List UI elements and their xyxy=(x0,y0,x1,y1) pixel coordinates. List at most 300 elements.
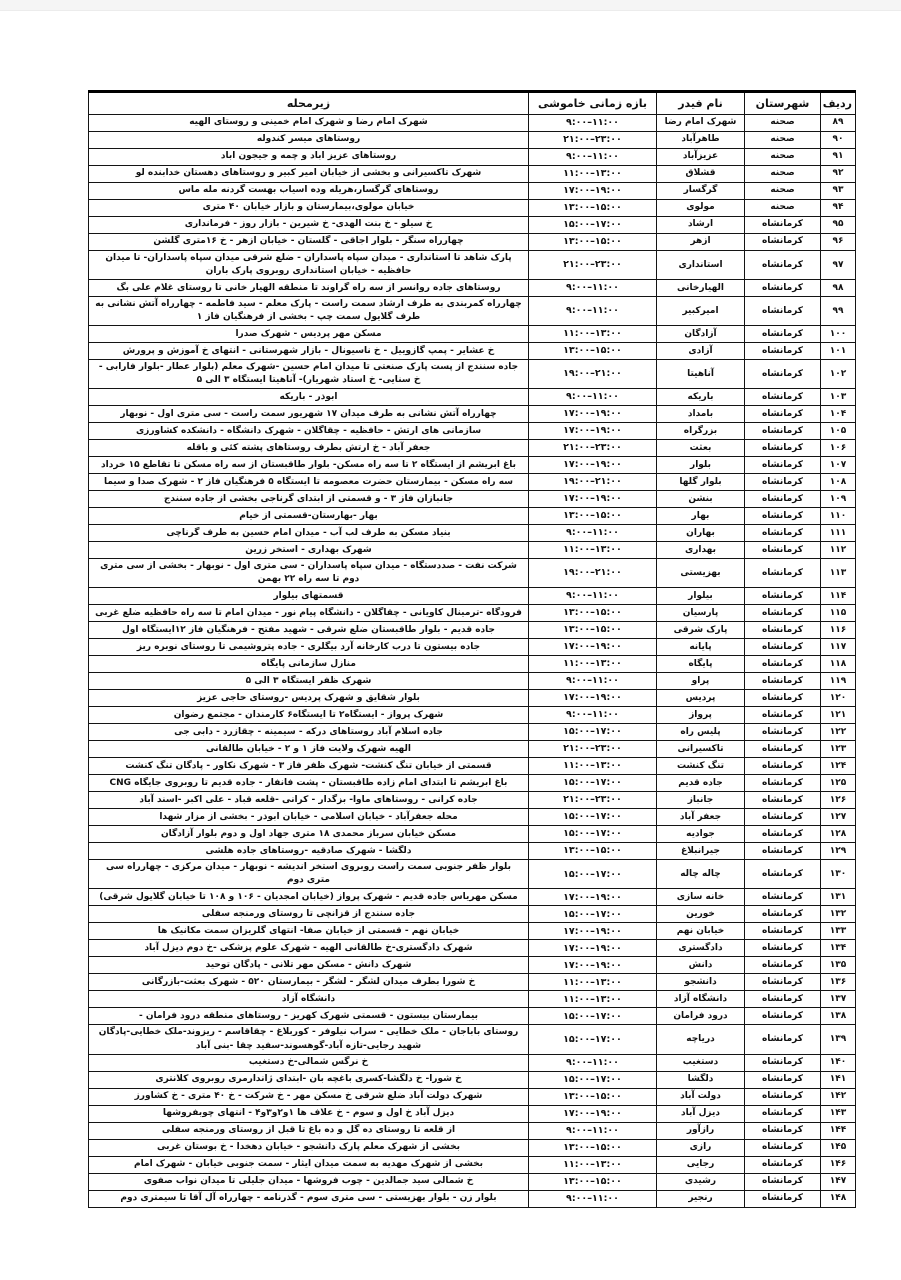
cell-county: کرمانشاه xyxy=(745,343,821,360)
cell-area: روستاهای گرگسار،هریله وده اسیاب بهست گردنه مله ماس xyxy=(89,183,529,200)
cell-area: بهار -بهارستان-قسمتی از خیام xyxy=(89,508,529,525)
cell-feeder: قشلاق xyxy=(657,166,745,183)
cell-feeder: جیرانبلاغ xyxy=(657,843,745,860)
cell-row: ۱۴۱ xyxy=(821,1071,856,1088)
table-row xyxy=(89,360,856,389)
cell-feeder: چاله چاله xyxy=(657,860,745,889)
cell-feeder: بامداد xyxy=(657,406,745,423)
table-row xyxy=(89,457,856,474)
cell-county: کرمانشاه xyxy=(745,974,821,991)
cell-county: کرمانشاه xyxy=(745,860,821,889)
cell-time: ۱۹:۰۰–۲۱:۰۰ xyxy=(529,360,657,389)
cell-county: کرمانشاه xyxy=(745,809,821,826)
cell-area: محله جعفرآباد - خیابان اسلامی - خیابان ابوذر - بخشی از مزار شهدا xyxy=(89,809,529,826)
cell-feeder: آناهیتا xyxy=(657,360,745,389)
cell-row: ۱۳۹ xyxy=(821,1025,856,1054)
cell-county: کرمانشاه xyxy=(745,1105,821,1122)
cell-feeder: تنگ کنشت xyxy=(657,758,745,775)
table-row xyxy=(89,542,856,559)
cell-county: کرمانشاه xyxy=(745,251,821,280)
header-row xyxy=(89,92,856,115)
cell-area: بلوار شقایق و شهرک پردیس -روستای حاجی عزیز xyxy=(89,690,529,707)
cell-county: کرمانشاه xyxy=(745,923,821,940)
cell-row: ۱۲۴ xyxy=(821,758,856,775)
table-row xyxy=(89,792,856,809)
cell-county: کرمانشاه xyxy=(745,741,821,758)
cell-feeder: دریاچه xyxy=(657,1025,745,1054)
cell-area: ابوذر - باریکه xyxy=(89,389,529,406)
cell-row: ۱۲۳ xyxy=(821,741,856,758)
table-row xyxy=(89,889,856,906)
cell-time: ۹:۰۰–۱۱:۰۰ xyxy=(529,707,657,724)
cell-county: کرمانشاه xyxy=(745,360,821,389)
cell-row: ۱۳۸ xyxy=(821,1008,856,1025)
cell-feeder: تاکسیرانی xyxy=(657,741,745,758)
cell-feeder: رازآور xyxy=(657,1122,745,1139)
cell-area: خ شورا- خ دلگشا-کسری باغچه بان -ابتدای ژاندارمری روبروی کلانتری xyxy=(89,1071,529,1088)
cell-county: کرمانشاه xyxy=(745,280,821,297)
cell-feeder: بهاران xyxy=(657,525,745,542)
cell-time: ۱۷:۰۰–۱۹:۰۰ xyxy=(529,923,657,940)
cell-area: جاده کرانی - روستاهای ماوا- بزگدار - کرانی -قلعه قباد - علی اکبر -اسند آباد xyxy=(89,792,529,809)
table-row xyxy=(89,826,856,843)
cell-row: ۱۴۸ xyxy=(821,1190,856,1207)
table-row xyxy=(89,758,856,775)
table-row xyxy=(89,991,856,1008)
cell-area: جاده اسلام آباد روستاهای درکه - سیمینه - چقازرد - دابی جی xyxy=(89,724,529,741)
table-row xyxy=(89,940,856,957)
cell-county: کرمانشاه xyxy=(745,906,821,923)
cell-time: ۲۱:۰۰–۲۳:۰۰ xyxy=(529,792,657,809)
cell-county: کرمانشاه xyxy=(745,605,821,622)
cell-county: کرمانشاه xyxy=(745,889,821,906)
cell-area: مسکن مهر پردیس - شهرک صدرا xyxy=(89,326,529,343)
cell-row: ۸۹ xyxy=(821,115,856,132)
cell-area: روستاهای میسر کندوله xyxy=(89,132,529,149)
table-row xyxy=(89,724,856,741)
table-row xyxy=(89,1122,856,1139)
cell-row: ۱۱۱ xyxy=(821,525,856,542)
cell-county: صحنه xyxy=(745,149,821,166)
cell-row: ۱۳۶ xyxy=(821,974,856,991)
table-row xyxy=(89,491,856,508)
cell-time: ۱۷:۰۰–۱۹:۰۰ xyxy=(529,457,657,474)
cell-time: ۱۳:۰۰–۱۵:۰۰ xyxy=(529,1173,657,1190)
cell-time: ۱۷:۰۰–۱۹:۰۰ xyxy=(529,491,657,508)
cell-area: جاده قدیم - بلوار طاقبستان ضلع شرقی - شهید مفتح - فرهنگیان فاز ۱۲ایستگاه اول xyxy=(89,622,529,639)
cell-county: کرمانشاه xyxy=(745,826,821,843)
cell-time: ۱۵:۰۰–۱۷:۰۰ xyxy=(529,826,657,843)
cell-area: باغ ابریشم از ایستگاه ۲ تا سه راه مسکن- بلوار طاقبستان از سه راه مسکن تا تقاطع ۱۵ خرداد xyxy=(89,457,529,474)
cell-time: ۱۱:۰۰–۱۳:۰۰ xyxy=(529,542,657,559)
table-row xyxy=(89,1008,856,1025)
cell-time: ۱۷:۰۰–۱۹:۰۰ xyxy=(529,889,657,906)
cell-time: ۱۳:۰۰–۱۵:۰۰ xyxy=(529,622,657,639)
cell-feeder: بلوار xyxy=(657,457,745,474)
cell-time: ۱۳:۰۰–۱۵:۰۰ xyxy=(529,200,657,217)
table-row xyxy=(89,217,856,234)
table-row xyxy=(89,1173,856,1190)
cell-row: ۱۳۴ xyxy=(821,940,856,957)
cell-time: ۹:۰۰–۱۱:۰۰ xyxy=(529,389,657,406)
cell-time: ۱۵:۰۰–۱۷:۰۰ xyxy=(529,809,657,826)
table-row xyxy=(89,1054,856,1071)
cell-feeder: جعفر آباد xyxy=(657,809,745,826)
cell-feeder: جوادیه xyxy=(657,826,745,843)
cell-time: ۱۷:۰۰–۱۹:۰۰ xyxy=(529,1105,657,1122)
cell-feeder: استانداری xyxy=(657,251,745,280)
cell-feeder: رجایی xyxy=(657,1156,745,1173)
table-row xyxy=(89,1071,856,1088)
cell-county: کرمانشاه xyxy=(745,326,821,343)
table-row xyxy=(89,741,856,758)
cell-row: ۱۰۳ xyxy=(821,389,856,406)
cell-feeder: ازهر xyxy=(657,234,745,251)
cell-time: ۱۱:۰۰–۱۳:۰۰ xyxy=(529,1156,657,1173)
table-row xyxy=(89,656,856,673)
cell-area: روستاهای جاده روانسر از سه راه گراوند تا منطقه الهیار خانی تا روستای غلام علی بگ xyxy=(89,280,529,297)
cell-time: ۱۵:۰۰–۱۷:۰۰ xyxy=(529,217,657,234)
table-row xyxy=(89,166,856,183)
cell-county: کرمانشاه xyxy=(745,1008,821,1025)
cell-county: کرمانشاه xyxy=(745,457,821,474)
cell-area: خ سیلو - خ بنت الهدی- خ شیرین - بازار روز - فرمانداری xyxy=(89,217,529,234)
cell-time: ۹:۰۰–۱۱:۰۰ xyxy=(529,525,657,542)
cell-time: ۹:۰۰–۱۱:۰۰ xyxy=(529,115,657,132)
cell-county: کرمانشاه xyxy=(745,775,821,792)
cell-area: چهارراه سنگر - بلوار اجاقی - گلستان - خیابان ازهر - خ ۱۶متری گلشن xyxy=(89,234,529,251)
cell-feeder: دادگستری xyxy=(657,940,745,957)
table-row xyxy=(89,508,856,525)
table-row xyxy=(89,775,856,792)
cell-area: شهرک دادگستری-خ طالقانی الهیه - شهرک علوم پزشکی -خ دوم دیزل آباد xyxy=(89,940,529,957)
cell-area: منازل سازمانی پایگاه xyxy=(89,656,529,673)
cell-feeder: آزادگان xyxy=(657,326,745,343)
cell-area: دیزل آباد خ اول و سوم - خ علاف ها ۱و۲و۳و۴ - انتهای چوبفروشها xyxy=(89,1105,529,1122)
cell-county: صحنه xyxy=(745,183,821,200)
cell-area: قسمتهای بیلوار xyxy=(89,588,529,605)
table-row xyxy=(89,234,856,251)
cell-area: خ نرگس شمالی-خ دستغیب xyxy=(89,1054,529,1071)
cell-county: کرمانشاه xyxy=(745,707,821,724)
cell-row: ۱۳۷ xyxy=(821,991,856,1008)
cell-area: سازمانی های ارتش - حافظیه - چقاگلان - شهرک دانشگاه - دانشکده کشاورزی xyxy=(89,423,529,440)
cell-area: بنیاد مسکن به طرف لب آب - میدان امام حسین به طرف گرناچی xyxy=(89,525,529,542)
cell-row: ۱۴۶ xyxy=(821,1156,856,1173)
cell-time: ۱۷:۰۰–۱۹:۰۰ xyxy=(529,940,657,957)
cell-row: ۹۳ xyxy=(821,183,856,200)
cell-county: صحنه xyxy=(745,200,821,217)
cell-row: ۱۰۶ xyxy=(821,440,856,457)
cell-feeder: جانباز xyxy=(657,792,745,809)
cell-feeder: مولوی xyxy=(657,200,745,217)
cell-county: کرمانشاه xyxy=(745,406,821,423)
cell-row: ۱۳۳ xyxy=(821,923,856,940)
cell-row: ۹۹ xyxy=(821,297,856,326)
cell-time: ۹:۰۰–۱۱:۰۰ xyxy=(529,1190,657,1207)
cell-feeder: بزرگراه xyxy=(657,423,745,440)
table-row xyxy=(89,707,856,724)
table-row xyxy=(89,474,856,491)
cell-area: جاده سنندج از قزانچی تا روستای ورمنجه سفلی xyxy=(89,906,529,923)
table-row xyxy=(89,423,856,440)
cell-time: ۱۵:۰۰–۱۷:۰۰ xyxy=(529,1025,657,1054)
cell-time: ۱۵:۰۰–۱۷:۰۰ xyxy=(529,1008,657,1025)
cell-county: کرمانشاه xyxy=(745,588,821,605)
cell-feeder: باریکه xyxy=(657,389,745,406)
cell-feeder: پایانه xyxy=(657,639,745,656)
cell-feeder: خانه سازی xyxy=(657,889,745,906)
table-row xyxy=(89,1190,856,1207)
cell-feeder: پردیس xyxy=(657,690,745,707)
cell-time: ۱۷:۰۰–۱۹:۰۰ xyxy=(529,957,657,974)
cell-row: ۱۴۴ xyxy=(821,1122,856,1139)
cell-area: خ شمالی سید جمالدین - چوب فروشها - میدان جلیلی تا میدان نواب صفوی xyxy=(89,1173,529,1190)
table-row xyxy=(89,1025,856,1054)
cell-area: دانشگاه آزاد xyxy=(89,991,529,1008)
cell-feeder: رازی xyxy=(657,1139,745,1156)
cell-area: بخشی از شهرک مهدیه به سمت میدان ایثار - سمت جنوبی خیابان - شهرک امام xyxy=(89,1156,529,1173)
cell-area: خیابان مولوی،بیمارستان و بازار خیابان ۴۰ متری xyxy=(89,200,529,217)
cell-county: کرمانشاه xyxy=(745,1025,821,1054)
cell-row: ۱۱۹ xyxy=(821,673,856,690)
table-row xyxy=(89,923,856,940)
cell-county: کرمانشاه xyxy=(745,843,821,860)
cell-area: دلگشا - شهرک صادقیه -روستاهای جاده هلشی xyxy=(89,843,529,860)
cell-area: چهارراه آتش نشانی به طرف میدان ۱۷ شهریور سمت راست - سی متری اول - نوبهار xyxy=(89,406,529,423)
cell-time: ۹:۰۰–۱۱:۰۰ xyxy=(529,280,657,297)
cell-time: ۱۳:۰۰–۱۵:۰۰ xyxy=(529,843,657,860)
table-row xyxy=(89,588,856,605)
cell-feeder: شهرک امام رضا xyxy=(657,115,745,132)
cell-row: ۹۱ xyxy=(821,149,856,166)
header-row-number: ردیف xyxy=(821,92,856,115)
cell-county: کرمانشاه xyxy=(745,217,821,234)
table-row xyxy=(89,622,856,639)
cell-area: از قلعه تا روستای ده گل و ده باغ تا قبل از روستای ورمنجه سفلی xyxy=(89,1122,529,1139)
outage-schedule-table xyxy=(88,90,856,1208)
cell-row: ۱۱۰ xyxy=(821,508,856,525)
cell-time: ۱۳:۰۰–۱۵:۰۰ xyxy=(529,234,657,251)
cell-feeder: درود فرامان xyxy=(657,1008,745,1025)
cell-area: روستای باباجان - ملک خطایی - سراب نیلوفر - کوربلاغ - چقاقاسم - ریزوند-ملک خطایی-پادگان شهید رجایی-تازه آباد-گوهسوند-سفید چقا -بنی آباد xyxy=(89,1025,529,1054)
cell-feeder: دانش xyxy=(657,957,745,974)
cell-county: کرمانشاه xyxy=(745,389,821,406)
cell-county: صحنه xyxy=(745,115,821,132)
cell-time: ۹:۰۰–۱۱:۰۰ xyxy=(529,673,657,690)
cell-time: ۹:۰۰–۱۱:۰۰ xyxy=(529,588,657,605)
cell-area: قسمتی از خیابان تنگ کنشت- شهرک ظفر فاز ۳ - شهرک نکاور - پادگان تنگ کنشت xyxy=(89,758,529,775)
table-row xyxy=(89,525,856,542)
table-row xyxy=(89,906,856,923)
cell-time: ۱۳:۰۰–۱۵:۰۰ xyxy=(529,343,657,360)
cell-feeder: عزیزآباد xyxy=(657,149,745,166)
table-row xyxy=(89,440,856,457)
cell-feeder: رشیدی xyxy=(657,1173,745,1190)
cell-area: خیابان نهم - قسمتی از خیابان صفا- انتهای گلریزان سمت مکانیک ها xyxy=(89,923,529,940)
cell-county: کرمانشاه xyxy=(745,491,821,508)
cell-area: شهرک پرواز - ایستگاه۲ تا ایستگاه۶ کارمندان - مجتمع رضوان xyxy=(89,707,529,724)
cell-area: فرودگاه -ترمینال کاویانی - چقاگلان - دانشگاه پیام نور - میدان امام تا سه راه حافظیه ضلع غربی xyxy=(89,605,529,622)
cell-county: کرمانشاه xyxy=(745,792,821,809)
cell-time: ۹:۰۰–۱۱:۰۰ xyxy=(529,297,657,326)
table-row xyxy=(89,690,856,707)
cell-county: کرمانشاه xyxy=(745,234,821,251)
table-row xyxy=(89,183,856,200)
cell-row: ۱۲۲ xyxy=(821,724,856,741)
cell-area: خ عشایر - پمپ گازوییل - خ ناسیونال - بازار شهرستانی - انتهای خ آموزش و پرورش xyxy=(89,343,529,360)
cell-county: کرمانشاه xyxy=(745,724,821,741)
cell-time: ۹:۰۰–۱۱:۰۰ xyxy=(529,1054,657,1071)
cell-time: ۱۷:۰۰–۱۹:۰۰ xyxy=(529,183,657,200)
cell-feeder: بهار xyxy=(657,508,745,525)
cell-row: ۱۰۰ xyxy=(821,326,856,343)
cell-county: کرمانشاه xyxy=(745,440,821,457)
cell-time: ۱۱:۰۰–۱۳:۰۰ xyxy=(529,166,657,183)
table-row xyxy=(89,1088,856,1105)
cell-feeder: بنشن xyxy=(657,491,745,508)
cell-feeder: دیزل آباد xyxy=(657,1105,745,1122)
cell-row: ۱۲۵ xyxy=(821,775,856,792)
cell-county: کرمانشاه xyxy=(745,1071,821,1088)
cell-feeder: الهیارخانی xyxy=(657,280,745,297)
cell-area: باغ ابریشم تا ابتدای امام زاده طاقبستان - پشت فانفار - جاده قدیم تا روبروی جایگاه CNG xyxy=(89,775,529,792)
cell-row: ۱۱۳ xyxy=(821,559,856,588)
cell-area: شهرک ظفر ایستگاه ۳ الی ۵ xyxy=(89,673,529,690)
cell-time: ۱۱:۰۰–۱۳:۰۰ xyxy=(529,974,657,991)
table-body xyxy=(89,115,856,1208)
cell-time: ۱۱:۰۰–۱۳:۰۰ xyxy=(529,991,657,1008)
cell-area: جعفر آباد - خ ارتش بطرف روستاهای پشته کئی و باقله xyxy=(89,440,529,457)
cell-time: ۱۵:۰۰–۱۷:۰۰ xyxy=(529,1071,657,1088)
cell-row: ۹۴ xyxy=(821,200,856,217)
cell-feeder: بهزیستی xyxy=(657,559,745,588)
cell-area: شرکت نفت - صددستگاه - میدان سپاه پاسداران - سی متری اول - نوبهار - بخشی از سی متری دوم تا سه راه ۲۲ بهمن xyxy=(89,559,529,588)
cell-area: بیمارستان بیستون - قسمتی شهرک کهریز - روستاهای منطقه درود فرامان - xyxy=(89,1008,529,1025)
cell-row: ۱۰۱ xyxy=(821,343,856,360)
cell-row: ۹۵ xyxy=(821,217,856,234)
table-row xyxy=(89,132,856,149)
cell-feeder: گرگسار xyxy=(657,183,745,200)
cell-row: ۱۰۸ xyxy=(821,474,856,491)
cell-row: ۱۱۴ xyxy=(821,588,856,605)
cell-row: ۱۱۶ xyxy=(821,622,856,639)
cell-row: ۱۲۸ xyxy=(821,826,856,843)
cell-county: کرمانشاه xyxy=(745,656,821,673)
cell-row: ۱۳۱ xyxy=(821,889,856,906)
cell-area: شهرک امام رضا و شهرک امام خمینی و روستای الهیه xyxy=(89,115,529,132)
table-row xyxy=(89,809,856,826)
cell-county: کرمانشاه xyxy=(745,991,821,1008)
cell-county: کرمانشاه xyxy=(745,758,821,775)
cell-time: ۱۵:۰۰–۱۷:۰۰ xyxy=(529,775,657,792)
cell-time: ۱۷:۰۰–۱۹:۰۰ xyxy=(529,690,657,707)
table-row xyxy=(89,957,856,974)
cell-county: کرمانشاه xyxy=(745,957,821,974)
cell-row: ۱۰۴ xyxy=(821,406,856,423)
cell-feeder: دولت آباد xyxy=(657,1088,745,1105)
cell-row: ۱۱۵ xyxy=(821,605,856,622)
cell-feeder: پایگاه xyxy=(657,656,745,673)
cell-county: کرمانشاه xyxy=(745,690,821,707)
cell-time: ۲۱:۰۰–۲۳:۰۰ xyxy=(529,132,657,149)
cell-row: ۱۴۷ xyxy=(821,1173,856,1190)
cell-row: ۱۱۷ xyxy=(821,639,856,656)
cell-feeder: دستغیب xyxy=(657,1054,745,1071)
cell-row: ۱۳۲ xyxy=(821,906,856,923)
cell-feeder: پراو xyxy=(657,673,745,690)
header-outage-time: بازه زمانی خاموشی xyxy=(529,92,657,115)
cell-row: ۱۲۱ xyxy=(821,707,856,724)
cell-feeder: امیرکبیر xyxy=(657,297,745,326)
cell-county: کرمانشاه xyxy=(745,1054,821,1071)
table-row xyxy=(89,1105,856,1122)
cell-feeder: بیلوار xyxy=(657,588,745,605)
cell-county: کرمانشاه xyxy=(745,474,821,491)
cell-county: کرمانشاه xyxy=(745,423,821,440)
cell-time: ۱۷:۰۰–۱۹:۰۰ xyxy=(529,423,657,440)
cell-feeder: ارشاد xyxy=(657,217,745,234)
table-row xyxy=(89,406,856,423)
cell-feeder: پرواز xyxy=(657,707,745,724)
cell-county: کرمانشاه xyxy=(745,559,821,588)
cell-feeder: آزادی xyxy=(657,343,745,360)
cell-county: صحنه xyxy=(745,166,821,183)
cell-time: ۱۵:۰۰–۱۷:۰۰ xyxy=(529,906,657,923)
table-row xyxy=(89,559,856,588)
cell-time: ۹:۰۰–۱۱:۰۰ xyxy=(529,1122,657,1139)
cell-county: کرمانشاه xyxy=(745,1122,821,1139)
cell-county: کرمانشاه xyxy=(745,1088,821,1105)
table-row xyxy=(89,605,856,622)
cell-county: کرمانشاه xyxy=(745,297,821,326)
cell-time: ۱۳:۰۰–۱۵:۰۰ xyxy=(529,508,657,525)
cell-row: ۹۲ xyxy=(821,166,856,183)
cell-row: ۱۰۵ xyxy=(821,423,856,440)
cell-area: جاده سنندج از پست پارک صنعتی تا میدان امام حسین -شهرک معلم (بلوار عطار -بلوار فارابی - خ سنایی- خ استاد شهریار)- آناهیتا ایستگاه ۳ الی ۵ xyxy=(89,360,529,389)
table-row xyxy=(89,326,856,343)
cell-feeder: طاهرآباد xyxy=(657,132,745,149)
cell-row: ۱۰۹ xyxy=(821,491,856,508)
cell-row: ۱۰۲ xyxy=(821,360,856,389)
cell-area: جانبازان فاز ۳ - و قسمتی از ابتدای گرناجی بخشی از جاده سنندج xyxy=(89,491,529,508)
cell-time: ۱۷:۰۰–۱۹:۰۰ xyxy=(529,406,657,423)
cell-county: کرمانشاه xyxy=(745,639,821,656)
cell-row: ۱۲۰ xyxy=(821,690,856,707)
cell-time: ۱۱:۰۰–۱۳:۰۰ xyxy=(529,758,657,775)
cell-row: ۹۰ xyxy=(821,132,856,149)
cell-time: ۲۱:۰۰–۲۳:۰۰ xyxy=(529,741,657,758)
cell-county: کرمانشاه xyxy=(745,940,821,957)
cell-row: ۱۲۹ xyxy=(821,843,856,860)
cell-area: بلوار ظفر جنوبی سمت راست روبروی استخر اندیشه - نوبهار - میدان مرکزی - چهارراه سی متری دوم xyxy=(89,860,529,889)
cell-row: ۹۸ xyxy=(821,280,856,297)
cell-county: کرمانشاه xyxy=(745,1190,821,1207)
cell-feeder: پارسیان xyxy=(657,605,745,622)
cell-county: کرمانشاه xyxy=(745,673,821,690)
table-row xyxy=(89,673,856,690)
header-subarea: زیرمحله xyxy=(89,92,529,115)
table-row xyxy=(89,1139,856,1156)
table-row xyxy=(89,639,856,656)
table-row xyxy=(89,251,856,280)
cell-row: ۱۰۷ xyxy=(821,457,856,474)
header-feeder: نام فیدر xyxy=(657,92,745,115)
cell-county: کرمانشاه xyxy=(745,622,821,639)
cell-time: ۱۱:۰۰–۱۳:۰۰ xyxy=(529,656,657,673)
cell-county: کرمانشاه xyxy=(745,508,821,525)
cell-area: شهرک دانش - مسکن مهر تلانی - پادگان توحید xyxy=(89,957,529,974)
